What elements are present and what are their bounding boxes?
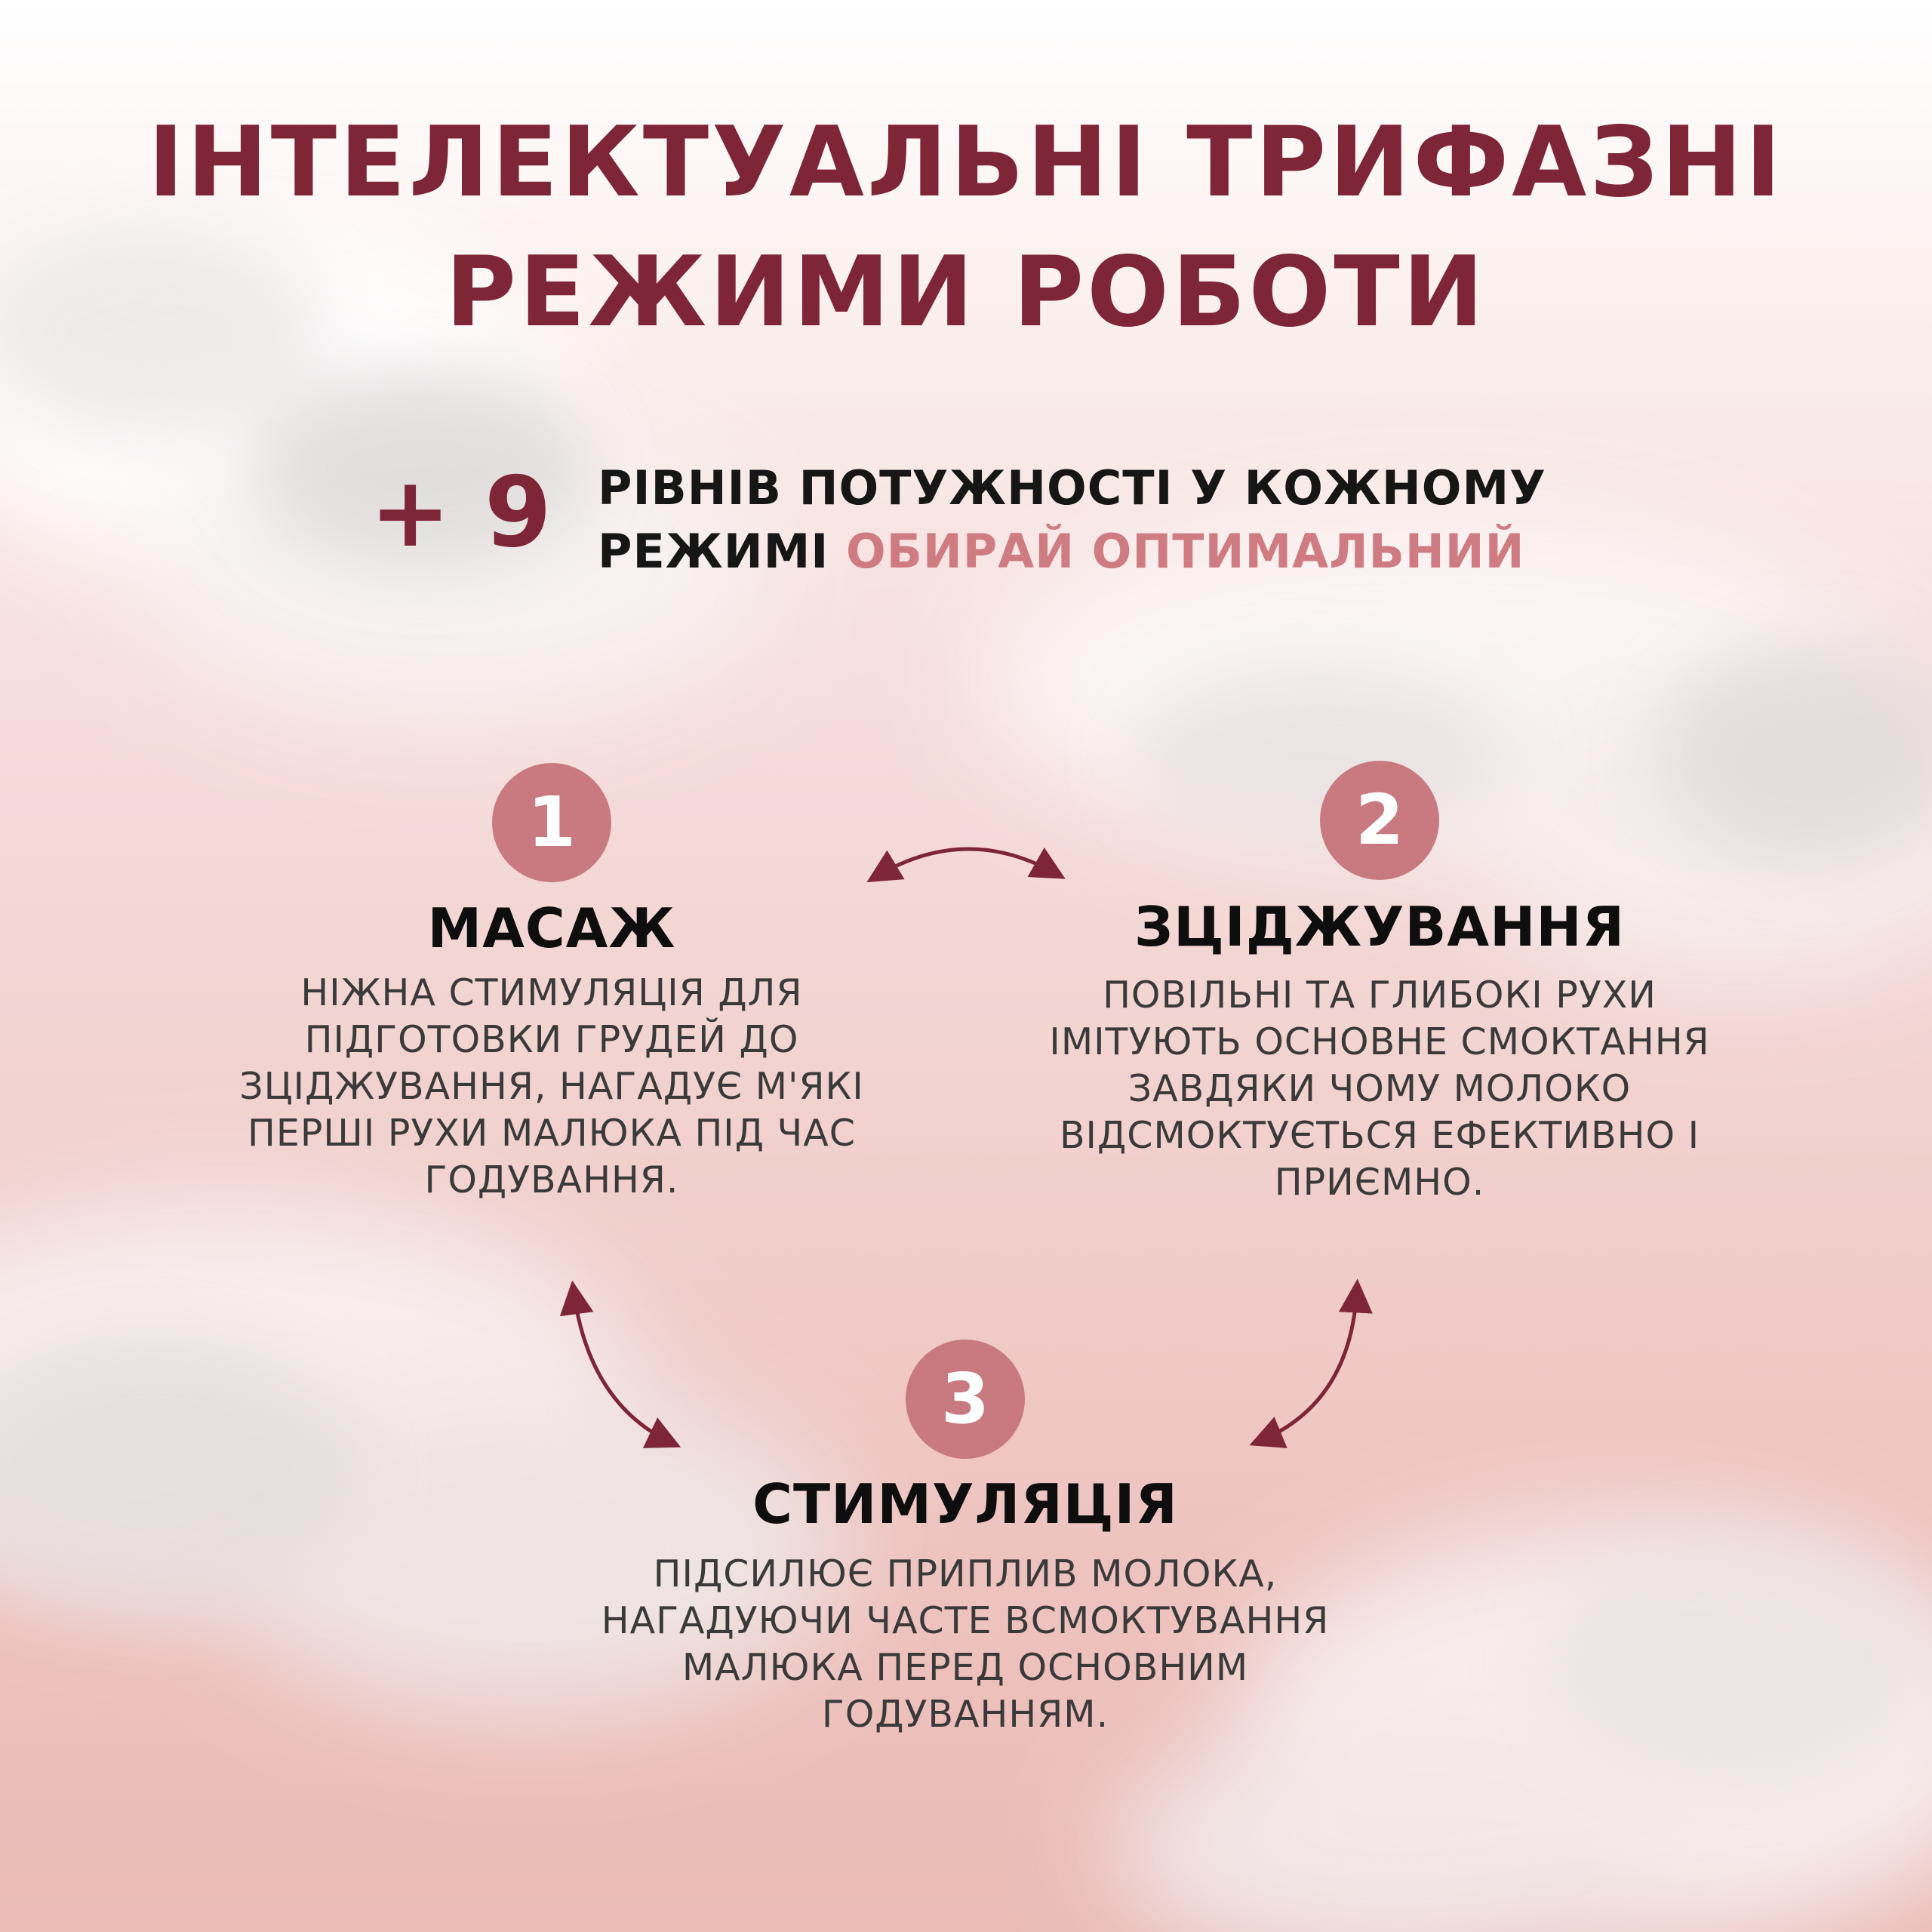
mode-1-desc-line: ПЕРШІ РУХИ МАЛЮКА ПІД ЧАС — [248, 1112, 856, 1155]
mode-1-desc-line: НІЖНА СТИМУЛЯЦІЯ ДЛЯ — [300, 971, 803, 1014]
mode-1-badge: 1 — [492, 763, 611, 882]
mode-2-desc-line: ПРИЄМНО. — [1274, 1161, 1485, 1204]
mode-1-desc-line: ГОДУВАННЯ. — [424, 1158, 679, 1201]
double-arrow-icon — [574, 1291, 672, 1443]
mode-3-badge: 3 — [906, 1340, 1025, 1459]
mode-2-description — [964, 972, 1795, 1206]
mode-3-title: СТИМУЛЯЦІЯ — [752, 1472, 1178, 1536]
double-arrow-icon — [875, 849, 1057, 877]
mode-2-desc-line: ПОВІЛЬНІ ТА ГЛИБОКІ РУХИ — [1103, 974, 1657, 1017]
mode-3-desc-line: ПІДСИЛЮЄ ПРИПЛИВ МОЛОКА, — [653, 1552, 1278, 1595]
mode-2-title: ЗЦІДЖУВАННЯ — [1134, 895, 1626, 958]
mode-1-desc-line: ПІДГОТОВКИ ГРУДЕЙ ДО — [304, 1018, 799, 1061]
mode-2-desc-line: ВІДСМОКТУЄТЬСЯ ЕФЕКТИВНО І — [1059, 1114, 1700, 1157]
mode-2-desc-line: ІМІТУЮТЬ ОСНОВНЕ СМОКТАННЯ — [1049, 1020, 1710, 1063]
levels-highlight: ОБИРАЙ ОПТИМАЛЬНИЙ — [845, 524, 1525, 579]
mode-1-description — [174, 970, 929, 1204]
title-line-2: РЕЖИМИ РОБОТИ — [445, 236, 1487, 349]
mode-3-desc-line: ГОДУВАННЯМ. — [821, 1693, 1109, 1736]
mode-2-badge: 2 — [1320, 761, 1439, 880]
mode-3-description — [550, 1551, 1380, 1738]
mode-3-desc-line: МАЛЮКА ПЕРЕД ОСНОВНИМ — [681, 1646, 1249, 1689]
levels-text-mode: РЕЖИМІ — [598, 524, 829, 579]
mode-3-desc-line: НАГАДУЮЧИ ЧАСТЕ ВСМОКТУВАННЯ — [601, 1599, 1330, 1642]
mode-1-title: МАСАЖ — [427, 897, 676, 960]
mode-1-desc-line: ЗЦІДЖУВАННЯ, НАГАДУЄ М'ЯКІ — [239, 1065, 864, 1108]
double-arrow-icon — [1259, 1289, 1357, 1441]
title-line-1: ІНТЕЛЕКТУАЛЬНІ ТРИФАЗНІ — [147, 106, 1785, 219]
mode-2-desc-line: ЗАВДЯКИ ЧОМУ МОЛОКО — [1128, 1067, 1632, 1110]
levels-text-line-1: РІВНІВ ПОТУЖНОСТІ У КОЖНОМУ — [598, 460, 1546, 515]
levels-count: + 9 — [370, 457, 552, 569]
